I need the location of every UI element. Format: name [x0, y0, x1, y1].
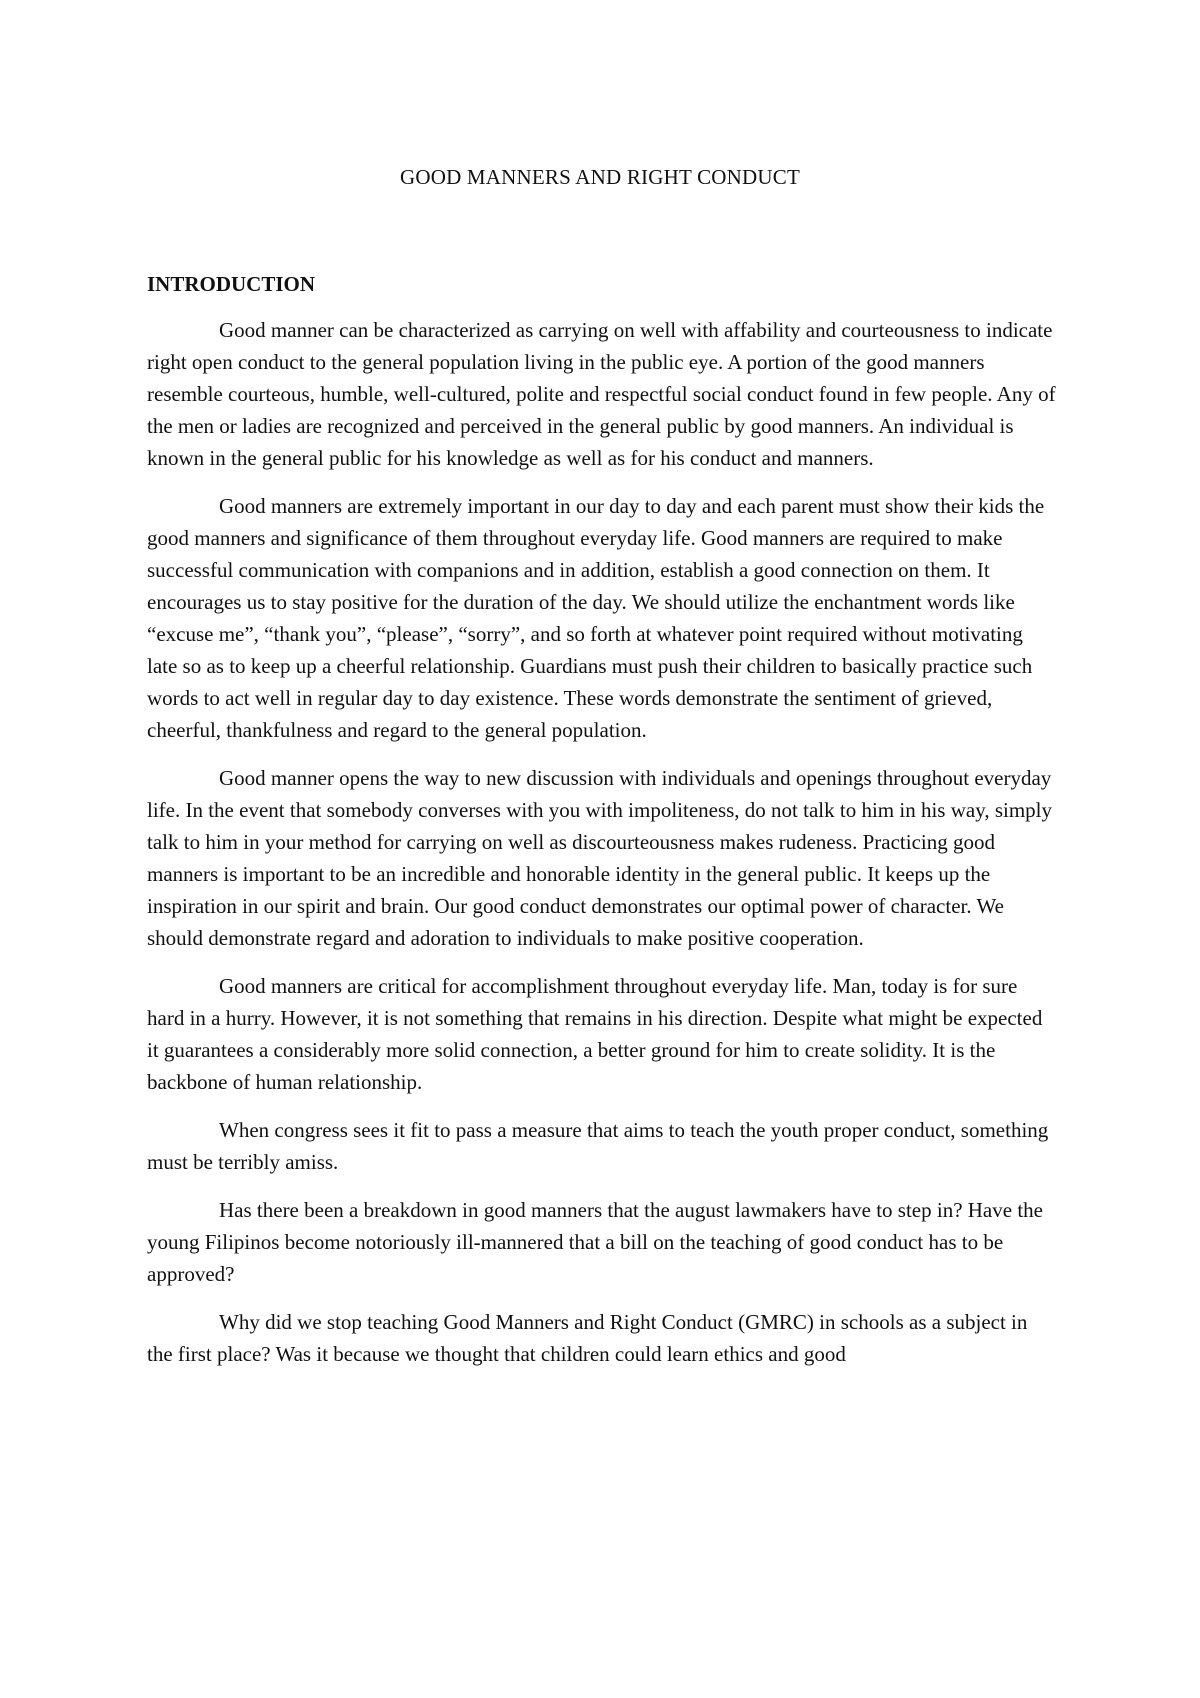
paragraph: Good manner can be characterized as carrying on well with affability and courteousness to indicate right open conduct to the general population living in the public eye. A portion of the good manners resemble courteous, humble, well-cultured, polite and respectful social conduct found in few people. Any of the men or ladies are recognized and perceived in the general public by good manners. An individual is known in the general public for his knowledge as well as for his conduct and manners.: [147, 318, 1056, 470]
paragraph: When congress sees it fit to pass a measure that aims to teach the youth proper conduct, something must be terribly amiss.: [147, 1118, 1049, 1174]
paragraph: Why did we stop teaching Good Manners and Right Conduct (GMRC) in schools as a subject in the first place? Was it because we thought that children could learn ethics and good: [147, 1310, 1028, 1366]
section-heading: INTRODUCTION: [147, 272, 316, 296]
document-title: GOOD MANNERS AND RIGHT CONDUCT: [400, 165, 800, 189]
document-body: [147, 268, 1057, 1386]
paragraph: Good manners are extremely important in our day to day and each parent must show their kids the good manners and significance of them throughout everyday life. Good manners are required to make successful communication with companions and in addition, establish a good connection on them. It encourages us to stay positive for the duration of the day. We should utilize the enchantment words like “excuse me”, “thank you”, “please”, “sorry”, and so forth at whatever point required without motivating late so as to keep up a cheerful relationship. Guardians must push their children to basically practice such words to act well in regular day to day existence. These words demonstrate the sentiment of grieved, cheerful, thankfulness and regard to the general population.: [147, 494, 1045, 742]
paragraph: Good manners are critical for accomplishment throughout everyday life. Man, today is for sure hard in a hurry. However, it is not something that remains in his direction. Despite what might be expected it guarantees a considerably more solid connection, a better ground for him to create solidity. It is the backbone of human relationship.: [147, 974, 1043, 1094]
paragraph: Good manner opens the way to new discussion with individuals and openings throughout everyday life. In the event that somebody converses with you with impoliteness, do not talk to him in his way, simply talk to him in your method for carrying on well as discourteousness makes rudeness. Practicing good manners is important to be an incredible and honorable identity in the general public. It keeps up the inspiration in our spirit and brain. Our good conduct demonstrates our optimal power of character. We should demonstrate regard and adoration to individuals to make positive cooperation.: [147, 766, 1053, 950]
paragraph: Has there been a breakdown in good manners that the august lawmakers have to step in? Have the young Filipinos become notoriously ill-mannered that a bill on the teaching of good conduct has to be approved?: [147, 1198, 1043, 1286]
